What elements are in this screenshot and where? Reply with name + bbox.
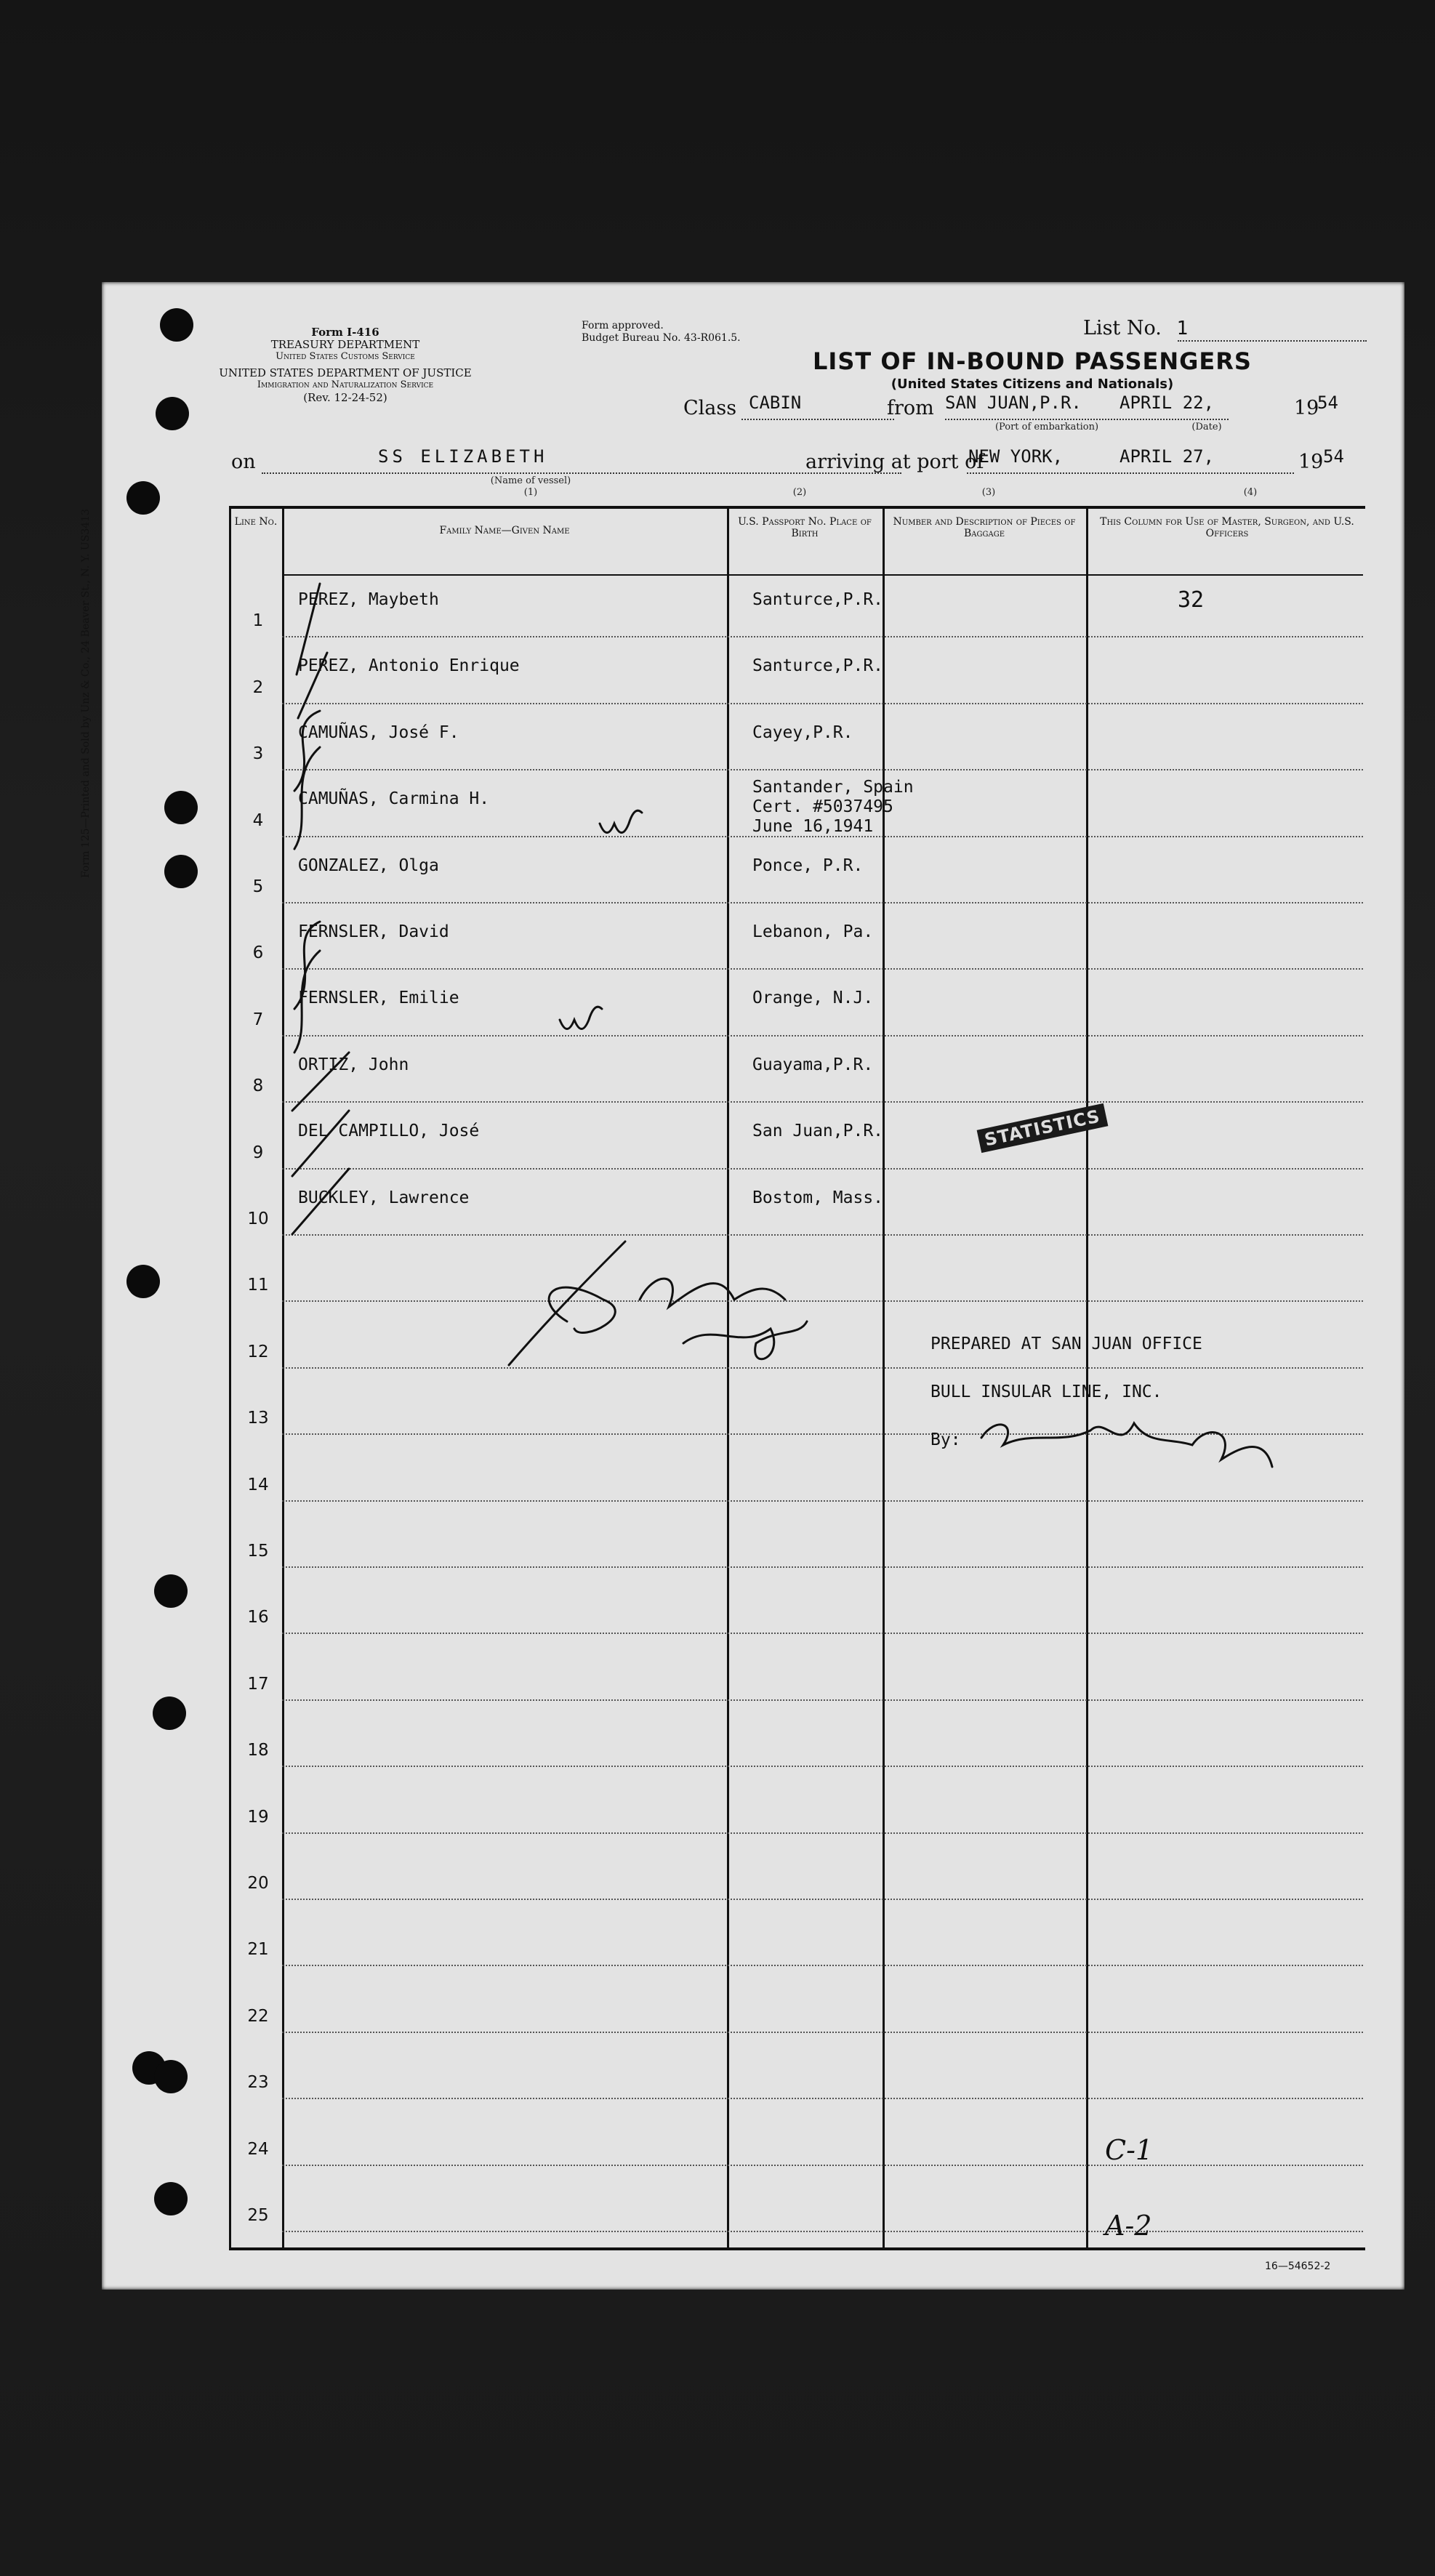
header-line-no: Line No. [234, 516, 278, 528]
passenger-name: CAMUÑAS, Carmina H. [298, 789, 490, 809]
printer-imprint: Form 125—Printed and Sold by Unz & Co., 24 Beaver St., N. Y. US3413 [80, 509, 92, 878]
line-number: 6 [252, 943, 264, 963]
dept-justice: UNITED STATES DEPARTMENT OF JUSTICE [219, 366, 472, 379]
customs-service: United States Customs Service [276, 351, 415, 362]
form-number: Form I-416 [311, 326, 379, 339]
place-of-birth: Bostom, Mass. [752, 1188, 884, 1207]
passenger-name: GONZALEZ, Olga [298, 856, 439, 875]
line-number: 15 [247, 1542, 269, 1561]
embarkation-port: SAN JUAN,P.R. [945, 393, 1082, 413]
passenger-name: FERNSLER, David [298, 922, 449, 941]
place-of-birth: Guayama,P.R. [752, 1055, 874, 1074]
column-number-3: (3) [981, 487, 996, 498]
place-of-birth: Cayey,P.R. [752, 723, 853, 742]
line-number: 3 [252, 744, 264, 764]
line-number: 21 [247, 1940, 269, 1960]
document-title: LIST OF IN-BOUND PASSENGERS [813, 347, 1252, 375]
passenger-name: FERNSLER, Emilie [298, 989, 459, 1008]
footer-code: 16—54652-2 [1265, 2261, 1331, 2272]
place-of-birth: Orange, N.J. [752, 989, 874, 1008]
passenger-name: CAMUÑAS, José F. [298, 723, 459, 742]
column-number-2: (2) [792, 487, 807, 498]
by-label: By: [930, 1430, 961, 1449]
list-number-label: List No. [1083, 317, 1162, 339]
port-embarkation-caption: (Port of embarkation) [994, 422, 1099, 432]
handwritten-marks [102, 282, 1404, 2290]
place-of-birth: San Juan,P.R. [752, 1122, 884, 1141]
header-officers: This Column for Use of Master, Surgeon, and U.S. Officers [1100, 516, 1354, 539]
header-passport: U.S. Passport No. Place of Birth [738, 516, 872, 539]
column-number-4: (4) [1243, 487, 1258, 498]
line-number: 22 [247, 2006, 269, 2026]
line-number: 10 [247, 1209, 269, 1228]
year-prefix: 19 [1294, 397, 1319, 419]
line-number: 1 [252, 611, 264, 631]
line-number: 5 [252, 877, 264, 896]
signature-by [981, 1423, 1272, 1467]
arrival-date: APRIL 27, [1120, 446, 1215, 467]
year-suffix: 54 [1317, 393, 1338, 413]
check-mark [297, 584, 320, 675]
prepared-at: PREPARED AT SAN JUAN OFFICE [930, 1335, 1202, 1353]
passenger-name: ORTIZ, John [298, 1055, 409, 1074]
place-of-birth: Santurce,P.R. [752, 656, 884, 676]
passenger-name: PEREZ, Antonio Enrique [298, 656, 520, 676]
annotation-c1: C-1 [1105, 2134, 1154, 2166]
line-number: 17 [247, 1674, 269, 1694]
place-of-birth: Santander, Spain Cert. #5037495 June 16,1941 [752, 778, 914, 837]
arriving-label: arriving at port of [805, 451, 984, 473]
company-name: BULL INSULAR LINE, INC. [930, 1382, 1162, 1401]
document-subtitle: (United States Citizens and Nationals) [891, 377, 1174, 392]
year-suffix: 54 [1323, 446, 1344, 467]
arrival-port: NEW YORK, [968, 446, 1064, 467]
form-revision: (Rev. 12-24-52) [303, 391, 387, 404]
passenger-name: DEL CAMPILLO, José [298, 1122, 480, 1141]
line-number: 19 [247, 1807, 269, 1827]
line-number: 24 [247, 2139, 269, 2159]
class-label: Class [683, 397, 737, 419]
place-of-birth: Ponce, P.R. [752, 856, 864, 875]
place-of-birth: Lebanon, Pa. [752, 922, 874, 941]
list-number-value: 1 [1176, 318, 1189, 339]
budget-bureau: Budget Bureau No. 43-R061.5. [582, 332, 741, 344]
manifest-sheet [80, 282, 1404, 2290]
vessel-caption: (Name of vessel) [490, 475, 571, 486]
line-number: 2 [252, 677, 264, 697]
embarkation-date: APRIL 22, [1120, 393, 1215, 413]
year-prefix: 19 [1298, 451, 1324, 473]
officer-note: 32 [1178, 587, 1205, 613]
line-number: 16 [247, 1608, 269, 1627]
line-number: 25 [247, 2206, 269, 2225]
passenger-name: BUCKLEY, Lawrence [298, 1188, 470, 1207]
on-label: on [231, 451, 256, 473]
line-number: 18 [247, 1741, 269, 1760]
form-approved: Form approved. [582, 320, 664, 331]
statistics-stamp: STATISTICS [977, 1103, 1109, 1153]
immigration-service: Immigration and Naturalization Service [257, 379, 434, 390]
from-label: from [887, 397, 934, 419]
header-baggage: Number and Description of Pieces of Baggage [893, 516, 1076, 539]
column-number-1: (1) [523, 487, 538, 498]
header-name: Family Name—Given Name [439, 525, 570, 536]
line-number: 9 [252, 1143, 264, 1162]
line-number: 4 [252, 810, 264, 830]
line-number: 7 [252, 1010, 264, 1029]
signature [509, 1241, 785, 1365]
line-number: 11 [247, 1276, 269, 1295]
line-number: 13 [247, 1409, 269, 1428]
vessel-name: SS ELIZABETH [378, 446, 548, 467]
annotation-a2: A-2 [1105, 2210, 1152, 2242]
line-number: 14 [247, 1475, 269, 1494]
handwritten-w [600, 810, 642, 832]
date-caption: (Date) [1191, 422, 1222, 432]
place-of-birth: Santurce,P.R. [752, 590, 884, 609]
class-value: CABIN [749, 393, 802, 413]
line-number: 12 [247, 1342, 269, 1361]
passenger-name: PEREZ, Maybeth [298, 590, 439, 609]
line-number: 20 [247, 1874, 269, 1893]
line-number: 23 [247, 2073, 269, 2093]
dept-treasury: TREASURY DEPARTMENT [270, 338, 420, 351]
line-number: 8 [252, 1076, 264, 1096]
